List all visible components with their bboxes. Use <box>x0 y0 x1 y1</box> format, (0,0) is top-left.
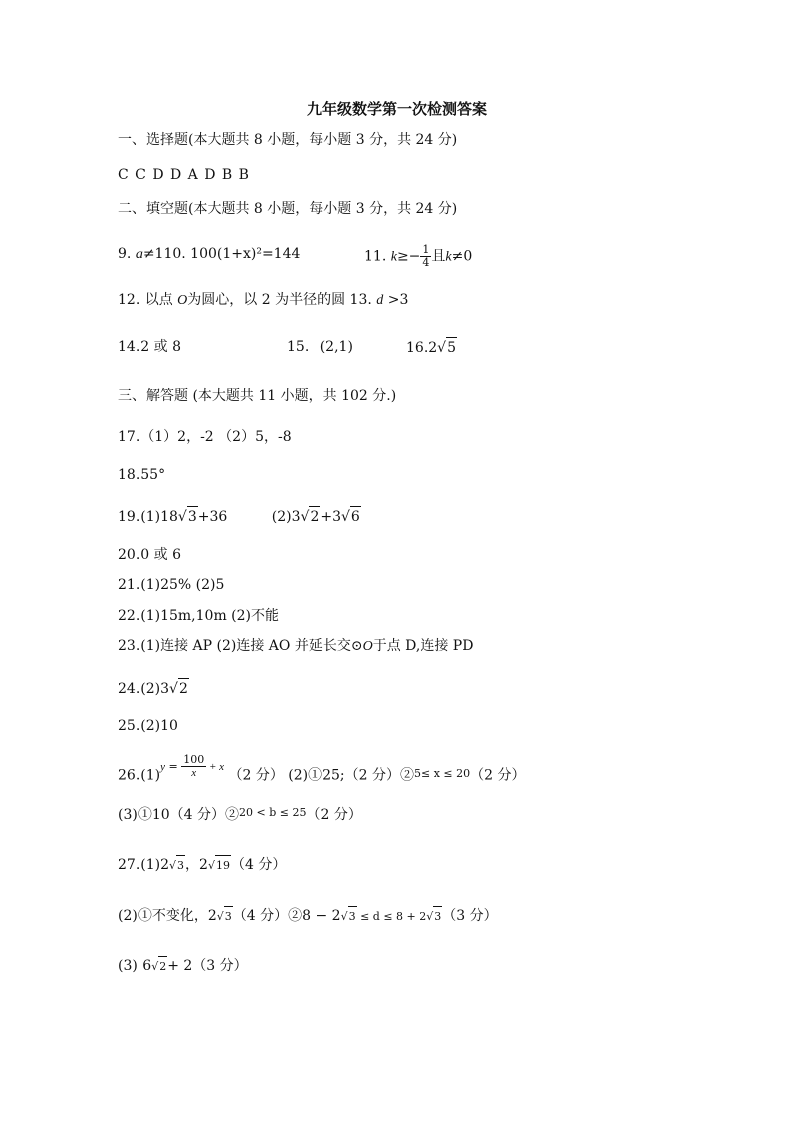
q11-den: 4 <box>422 256 430 269</box>
q11-fraction <box>420 244 431 269</box>
q27-2r: 3 <box>224 906 233 927</box>
q24 <box>118 678 189 699</box>
q25: 25.(2)10 <box>118 718 178 734</box>
q20: 20.0 或 6 <box>118 547 181 563</box>
q24-r: 2 <box>178 678 189 699</box>
q19-a: 19.(1)18 <box>118 509 178 525</box>
q11-ne: ≠0 <box>451 248 473 265</box>
q26-3b: （2 分） <box>306 807 362 823</box>
q13-var: d <box>376 293 384 308</box>
q27-3b: + 2（3 分） <box>167 958 248 974</box>
q27-line3 <box>118 956 248 977</box>
q27-2a: (2)①不变化，2 <box>118 908 217 924</box>
page-title: 九年级数学第一次检测答案 <box>306 100 487 118</box>
q27-2r3: 3 <box>433 906 442 927</box>
q12-o: O <box>177 293 188 308</box>
q27-c: （4 分） <box>230 857 287 873</box>
q19-r1: 3 <box>187 506 198 527</box>
q27-2b: （4 分）②8 − 2 <box>232 908 341 924</box>
q15-value: (2,1) <box>319 339 353 355</box>
q19 <box>118 506 361 527</box>
q9-prefix: 9. <box>118 246 132 262</box>
q24-a: 24.(2)3 <box>118 681 170 697</box>
q26-y: y <box>160 760 165 773</box>
q27-r1: 3 <box>176 855 185 876</box>
q12-a: 12. 以点 <box>118 292 178 308</box>
q11-and: 且 <box>431 248 446 265</box>
q27-sqrt1: √3 <box>169 855 185 876</box>
q9-var: a <box>135 247 143 262</box>
q11-var: k <box>390 249 397 265</box>
q16-label: 16.2 <box>406 340 438 356</box>
q11-ge: ≥− <box>396 248 421 265</box>
q23-b: 于点 D,连接 PD <box>372 638 474 654</box>
q26-b: （2 分） (2)①25;（2 分）② <box>228 767 415 784</box>
q13-rest: >3 <box>383 292 409 308</box>
q27-line2 <box>118 906 498 927</box>
q9-line <box>118 244 300 265</box>
q16 <box>406 337 457 358</box>
q27-2sqrt1: √3 <box>217 906 233 927</box>
q27-b: ，2 <box>185 857 208 873</box>
q26-formula <box>160 753 225 779</box>
q26-line1 <box>118 753 526 789</box>
q27-2sqrt2: √3 <box>341 906 357 927</box>
q27-3a: (3) 6 <box>118 958 152 974</box>
q11-prefix: 11. <box>364 248 387 265</box>
q26-3ineq: 20 < b ≤ 25 <box>239 806 307 819</box>
q26-fraction <box>181 754 206 779</box>
q11-var2: k <box>445 249 452 265</box>
q17: 17.（1）2，-2 （2）5，-8 <box>118 429 292 445</box>
q16-sqrt: √5 <box>437 337 457 358</box>
q19-d: +3 <box>320 509 341 525</box>
q27-a: 27.(1)2 <box>118 857 170 873</box>
q11 <box>364 244 472 269</box>
q19-sqrt1: √3 <box>178 506 198 527</box>
q21: 21.(1)25% (2)5 <box>118 577 225 593</box>
q26-eq: = <box>165 759 182 773</box>
q22: 22.(1)15m,10m (2)不能 <box>118 608 280 624</box>
q27-2d: （3 分） <box>442 908 498 924</box>
q27-2sqrt3: √3 <box>426 906 442 927</box>
q26-3a: (3)①10（4 分）② <box>118 807 240 823</box>
q16-radicand: 5 <box>446 337 457 358</box>
q26-line2 <box>118 805 362 826</box>
q26-num: 100 <box>183 753 205 766</box>
q23-o: O <box>362 639 373 654</box>
q23 <box>118 636 473 657</box>
q11-num: 1 <box>422 243 430 256</box>
q26-ineq: 5≤ x ≤ 20 <box>414 766 471 780</box>
q27-line1 <box>118 855 286 876</box>
q27-2c: ≤ d ≤ 8 + 2 <box>356 910 427 923</box>
q27-r2: 19 <box>215 855 231 876</box>
q18: 18.55° <box>118 467 166 483</box>
q26-c: （2 分） <box>470 767 526 784</box>
section2-heading: 二、填空题(本大题共 8 小题，每小题 3 分，共 24 分) <box>118 201 458 217</box>
q15-label: 15. <box>287 339 310 355</box>
q27-3sqrt: √2 <box>151 956 167 977</box>
q24-sqrt: √2 <box>169 678 189 699</box>
q19-sqrt3: √6 <box>341 506 361 527</box>
q19-b: +36 <box>197 509 228 525</box>
q26-a: 26.(1) <box>118 767 161 784</box>
q9-rest: ≠110. 100(1+x)²=144 <box>142 246 301 262</box>
q26-plus: + x <box>206 760 225 773</box>
q19-r2: 2 <box>309 506 320 527</box>
section1-answers: C C D D A D B B <box>118 167 250 183</box>
q15 <box>287 337 353 357</box>
q12-b: 为圆心，以 2 为半径的圆 13. <box>187 292 372 308</box>
q19-c: (2)3 <box>271 509 301 525</box>
q27-sqrt2: √19 <box>208 855 231 876</box>
q19-sqrt2: √2 <box>301 506 321 527</box>
q27-2r2: 3 <box>348 906 357 927</box>
q12-line <box>118 290 408 311</box>
q27-3r: 2 <box>158 956 167 977</box>
q26-den: x <box>191 767 197 779</box>
q23-a: 23.(1)连接 AP (2)连接 AO 并延长交⊙ <box>118 638 363 654</box>
section1-heading: 一、选择题(本大题共 8 小题，每小题 3 分，共 24 分) <box>118 132 458 148</box>
q14: 14.2 或 8 <box>118 339 181 355</box>
q19-r3: 6 <box>350 506 361 527</box>
section3-heading: 三、解答题 (本大题共 11 小题，共 102 分.) <box>118 388 397 404</box>
